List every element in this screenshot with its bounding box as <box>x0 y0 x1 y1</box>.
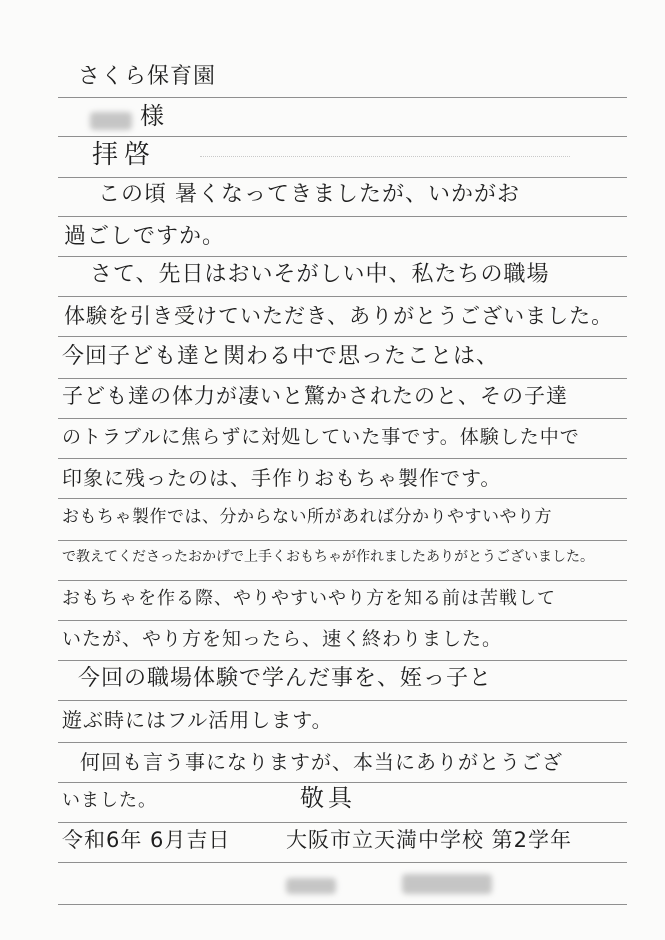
ruled-line <box>58 378 627 379</box>
redacted-name <box>90 112 132 130</box>
ruled-line <box>58 580 627 581</box>
closing: 敬具 <box>300 784 356 812</box>
ruled-line <box>58 418 627 419</box>
body-line-11: おもちゃを作る際、やりやすいやり方を知る前は苦戦して <box>62 588 556 609</box>
ruled-line <box>58 216 627 217</box>
recipient-organization: さくら保育園 <box>78 64 217 89</box>
ruled-line <box>58 336 627 337</box>
ruled-line <box>58 620 627 621</box>
ruled-line <box>58 904 627 905</box>
body-line-15: 何回も言う事になりますが、本当にありがとうござ <box>80 750 563 774</box>
body-line-6: 子ども達の体力が凄いと驚かされたのと、その子達 <box>62 384 568 408</box>
body-line-13: 今回の職場体験で学んだ事を、姪っ子と <box>78 666 493 691</box>
ruled-line <box>58 136 627 137</box>
ruled-line <box>58 458 627 459</box>
body-line-1: この頃 暑くなってきましたが、いかがお <box>98 182 520 207</box>
ruled-line <box>58 822 627 823</box>
ruled-line <box>58 296 627 297</box>
ruled-line <box>58 256 627 257</box>
ruled-line <box>58 660 627 661</box>
body-line-5: 今回子ども達と関わる中で思ったことは、 <box>62 344 500 369</box>
ruled-line <box>58 700 627 701</box>
body-line-4: 体験を引き受けていただき、ありがとうございました。 <box>64 304 614 328</box>
body-line-16: いました。 <box>62 790 157 811</box>
ruled-line <box>58 97 627 98</box>
body-line-8: 印象に残ったのは、手作りおもちゃ製作です。 <box>62 466 502 490</box>
body-line-9: おもちゃ製作では、分からない所があれば分かりやすいやり方 <box>62 507 552 527</box>
faint-show-through <box>200 156 570 157</box>
ruled-line <box>58 498 627 499</box>
body-line-14: 遊ぶ時にはフル活用します。 <box>62 708 333 732</box>
recipient-suffix: 様 <box>140 102 165 130</box>
body-line-2: 過ごしですか。 <box>64 224 226 249</box>
ruled-line <box>58 540 627 541</box>
body-line-12: いたが、やり方を知ったら、速く終わりました。 <box>62 628 503 650</box>
ruled-line <box>58 177 627 178</box>
greeting: 拝啓 <box>92 140 157 170</box>
body-line-7: のトラブルに焦らずに対処していた事です。体験した中で <box>62 426 580 448</box>
ruled-line <box>58 782 627 783</box>
body-line-10: で教えてくださったおかげで上手くおもちゃが作れましたありがとうございました。 <box>62 549 594 565</box>
school-name: 大阪市立天満中学校 第2学年 <box>286 828 573 852</box>
redacted-signature <box>402 874 492 894</box>
ruled-line <box>58 862 627 863</box>
body-line-3: さて、先日はおいそがしい中、私たちの職場 <box>90 262 550 287</box>
date: 令和6年 6月吉日 <box>62 828 231 852</box>
redacted-class <box>286 878 336 894</box>
ruled-line <box>58 742 627 743</box>
